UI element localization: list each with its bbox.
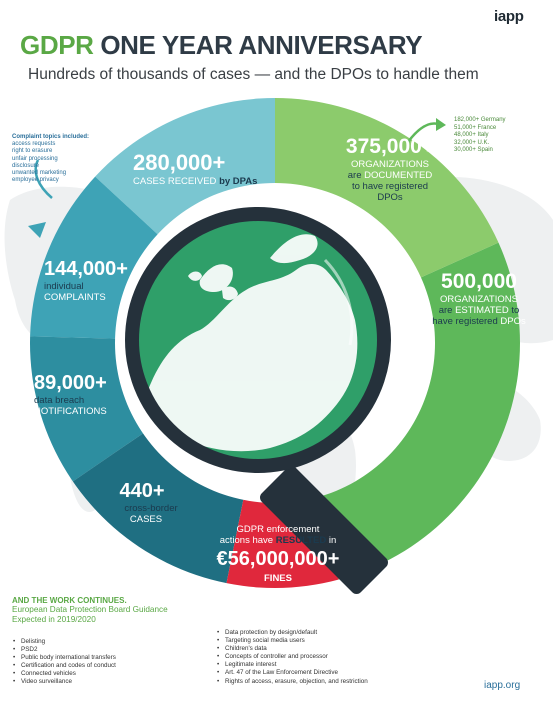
guidance-list-left	[12, 638, 116, 687]
list-item: • Public body international transfers	[12, 654, 116, 662]
cross-border-number: 440+	[119, 480, 165, 502]
work-continues-sub1: European Data Protection Board Guidance	[12, 605, 168, 614]
complaints-line1: individual	[44, 281, 84, 292]
complaint-topic-item: unfair processing	[12, 155, 58, 162]
documented-line3: to have registered	[351, 181, 429, 192]
complaints-number: 144,000+	[44, 258, 128, 280]
documented-number: 375,000+	[345, 135, 435, 158]
cases-received-suffix: by DPAs	[219, 176, 258, 187]
estimated-line3-b: DPOs	[500, 316, 526, 327]
country-breakdown	[454, 117, 549, 155]
documented-line2-a: are	[347, 170, 365, 181]
complaints-stat	[44, 258, 164, 303]
curved-arrow-icon	[436, 118, 446, 131]
fines-number: €56,000,000+	[216, 548, 340, 570]
list-item: • Art. 47 of the Law Enforcement Directive	[216, 669, 368, 677]
list-item: • Certification and codes of conduct	[12, 662, 116, 670]
list-item: • Rights of access, erasure, objection, and restriction	[216, 678, 368, 686]
fines-intro-c: in	[326, 535, 337, 546]
complaint-topics-heading: Complaint topics included:	[12, 134, 90, 140]
breach-stat	[34, 372, 154, 417]
list-item: • Delisting	[12, 638, 116, 646]
complaint-topic-item: right to erasure	[12, 148, 53, 155]
title-highlight: GDPR	[20, 30, 94, 60]
complaint-topic-item: access requests	[12, 141, 56, 148]
country-item: 48,000+ Italy	[454, 132, 489, 139]
estimated-line1: ORGANIZATIONS	[440, 294, 518, 305]
cases-received-number: 280,000+	[133, 150, 226, 175]
fines-label: FINES	[264, 573, 292, 584]
list-item: • Legitimate interest	[216, 661, 368, 669]
list-item: • Video surveillance	[12, 678, 116, 686]
documented-line1: ORGANIZATIONS	[351, 159, 429, 170]
estimated-line2-c: to	[508, 305, 520, 316]
estimated-line3-a: have registered	[432, 316, 501, 327]
country-item: 30,000+ Spain	[454, 147, 493, 154]
estimated-number: 500,000	[441, 270, 517, 293]
footer-link[interactable]: iapp.org	[484, 680, 521, 691]
documented-dpos-stat	[320, 135, 460, 203]
fines-intro-b: RESULTED	[275, 535, 327, 546]
fines-intro-line1: GDPR enforcement	[236, 524, 320, 535]
breach-line1: data breach	[34, 395, 85, 406]
list-item: • Connected vehicles	[12, 670, 116, 678]
complaint-topics	[12, 134, 122, 184]
cases-received-stat	[133, 150, 283, 187]
curved-arrow-icon	[28, 222, 46, 238]
estimated-dpos-stat	[414, 270, 544, 327]
work-continues-heading: AND THE WORK CONTINUES.	[12, 596, 127, 605]
country-item: 32,000+ U.K.	[454, 139, 490, 146]
complaints-line2: COMPLAINTS	[44, 292, 106, 303]
list-item: • Data protection by design/default	[216, 629, 368, 637]
documented-line4: DPOs	[377, 192, 403, 203]
guidance-list-right	[216, 629, 368, 686]
estimated-line2-b: ESTIMATED	[455, 305, 509, 316]
list-item: • Targeting social media users	[216, 637, 368, 645]
country-item: 182,000+ Germany	[454, 117, 506, 123]
breach-number: 89,000+	[34, 372, 107, 394]
cross-border-stat	[92, 480, 192, 525]
iapp-logo: iapp	[494, 8, 524, 25]
work-continues	[12, 596, 212, 625]
country-item: 51,000+ France	[454, 124, 497, 131]
page-subtitle: Hundreds of thousands of cases — and the DPOs to handle them	[28, 66, 479, 83]
estimated-line2-a: are	[438, 305, 456, 316]
documented-line2-b: DOCUMENTED	[364, 170, 433, 181]
fines-intro-a: actions have	[219, 535, 276, 546]
complaint-topic-item: unwanted marketing	[12, 170, 67, 177]
list-item: • Children's data	[216, 645, 368, 653]
list-item: • PSD2	[12, 646, 116, 654]
cross-border-line2: CASES	[129, 514, 163, 525]
complaint-topic-item: employee privacy	[12, 177, 59, 184]
cross-border-line1: cross-border	[124, 503, 178, 514]
fines-stat	[188, 524, 368, 584]
work-continues-sub2: Expected in 2019/2020	[12, 615, 96, 624]
complaint-topic-item: disclosure	[12, 162, 40, 169]
title-rest: ONE YEAR ANNIVERSARY	[93, 30, 423, 60]
list-item: • Concepts of controller and processor	[216, 653, 368, 661]
breach-line2: NOTIFICATIONS	[34, 406, 107, 417]
cases-received-label: CASES RECEIVED	[133, 176, 217, 187]
